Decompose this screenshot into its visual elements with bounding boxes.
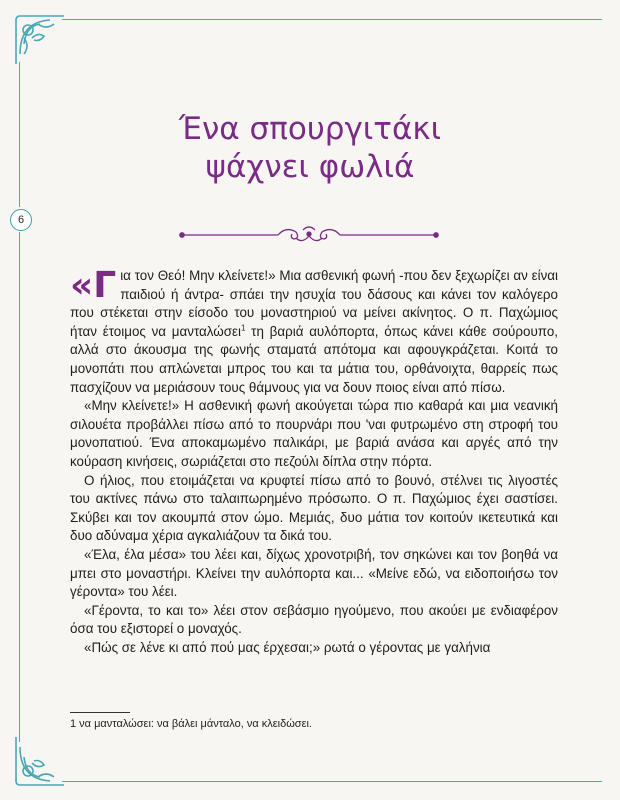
drop-cap: «Γ <box>70 265 117 306</box>
chapter-title <box>0 110 620 186</box>
footnote-marker: 1 <box>240 323 246 333</box>
paragraph-4: «Έλα, έλα μέσα» του λέει και, δίχως χρονοτριβή, τον σηκώνει και τον βοηθά να μπει στο μοναστήρι. Κλείνει την αυλόπορτα και... «Μείνε εδώ, να ειδοποιήσω τον γέροντα» του λέει. <box>70 546 558 600</box>
paragraph-1-text-after: τη βαριά αυλόπορτα, όπως κάνει κάθε σούρουπο, αλλά στο άκουσμα της φωνής σταματά απότομα και αφουγκράζεται. Κοιτά το μονοπάτι που απλώνεται μπρος του και τα μάτια του, ορθάνοιχτα, θαρρείς πως πασχίζουν να μεριάσουν τους θάμνους για να δουν ποιος είναι από πίσω. <box>70 323 558 395</box>
frame-top-line <box>62 19 602 20</box>
story-body <box>70 267 558 657</box>
frame-bottom-line <box>62 781 602 782</box>
paragraph-1 <box>70 267 558 397</box>
corner-ornament-bottom-left <box>10 731 70 791</box>
corner-ornament-top-left <box>10 10 70 70</box>
paragraph-2: «Μην κλείνετε!» Η ασθενική φωνή ακούγεται τώρα πιο καθαρά και μια νεανική σιλουέτα προβάλλει πίσω από το πουρνάρι που 'ναι φυτρωμένο στη στροφή του μονοπατιού. Ένα αποκαμωμένο παλικάρι, με βαριά ανάσα και αργές από την κούραση κινήσεις, σωριάζεται στο πεζούλι δίπλα στην πόρτα. <box>70 398 558 469</box>
paragraph-3: Ο ήλιος, που ετοιμάζεται να κρυφτεί πίσω από το βουνό, στέλνει τις λιγοστές του ακτίνες πάνω στο ταλαιπωρημένο πρόσωπο. Ο π. Παχώμιος έχει σαστίσει. Σκύβει και τον ακουμπά στον ώμο. Μεμιάς, δυο μάτια τον κοιτούν ικετευτικά και δυο αδύναμα χέρια αγκαλιάζουν τα δικά του. <box>70 472 558 544</box>
paragraph-5: «Γέροντα, το και το» λέει στον σεβάσμιο ηγούμενο, που ακούει με ενδιαφέρον όσα του εξιστορεί ο μοναχός. <box>70 602 558 637</box>
frame-left-line-lower <box>19 232 20 742</box>
chapter-title-line1: Ένα σπουργιτάκι <box>178 111 442 147</box>
ornamental-divider <box>178 224 440 246</box>
page-number: 6 <box>10 209 32 231</box>
paragraph-6: «Πώς σε λένε κι από πού μας έρχεσαι;» ρωτά ο γέροντας με γαλήνια <box>84 639 491 655</box>
paragraph-1-text: ια τον Θεό! Μην κλείνετε!» Μια ασθενική φωνή -που δεν ξεχωρίζει αν είναι παιδιού ή άντρα- σπάει την ησυχία του δάσους και κάνει τον καλόγερο που στέκεται στην είσοδο του μοναστηριού να μείνει ακίνητος. Ο π. Παχώμιος ήταν έτοιμος να μανταλώσει <box>70 268 558 339</box>
chapter-title-line2: ψάχνει φωλιά <box>205 149 415 185</box>
footnote: 1 να μανταλώσει: να βάλει μάνταλο, να κλειδώσει. <box>70 718 312 730</box>
footnote-rule <box>70 712 130 713</box>
